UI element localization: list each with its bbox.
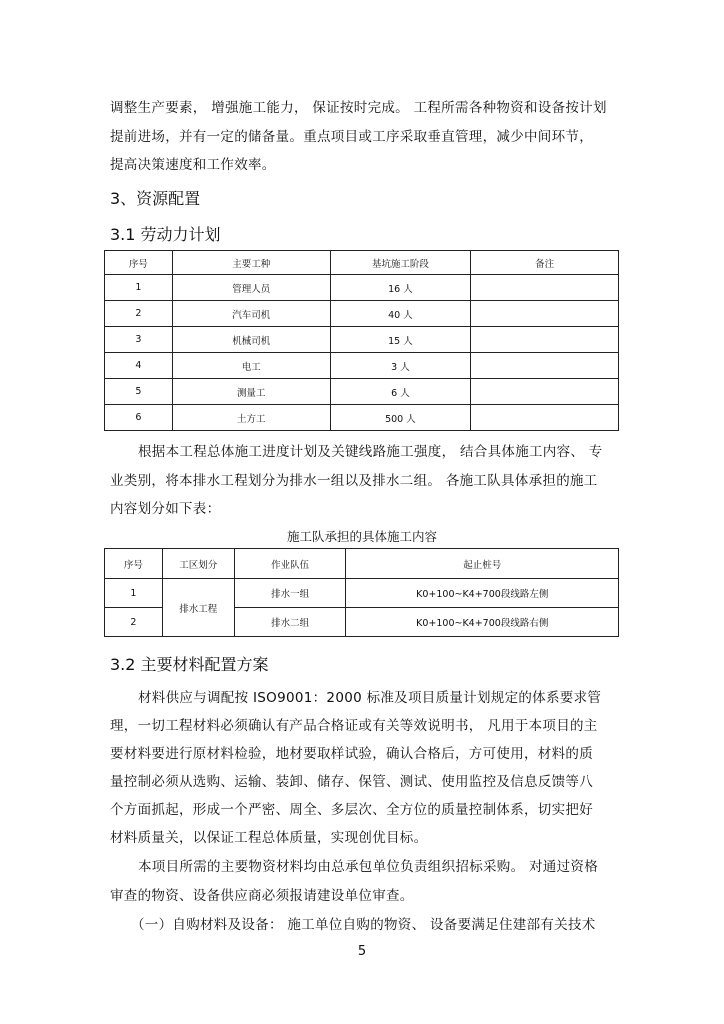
labor-count: 16 人 (330, 275, 471, 301)
labor-no: 3 (105, 327, 173, 353)
labor-note (471, 379, 619, 405)
team-table-header (105, 549, 619, 579)
team-range: K0+100~K4+700段线路左侧 (346, 579, 619, 608)
labor-count: 15 人 (330, 327, 471, 353)
table-row (105, 275, 619, 301)
labor-plan-table (104, 250, 619, 431)
team-name: 排水二组 (234, 608, 346, 637)
table-row (105, 353, 619, 379)
labor-type: 电工 (172, 353, 330, 379)
labor-count: 6 人 (330, 379, 471, 405)
labor-no: 2 (105, 301, 173, 327)
para3-line-2: 理，一切工程材料必须确认有产品合格证或有关等效说明书， 凡用于本项目的主 (110, 718, 598, 734)
para3-line-3: 要材料要进行原材料检验，地材要取样试验，确认合格后，方可使用，材料的质 (110, 746, 593, 762)
labor-no: 5 (105, 379, 173, 405)
para3-line-5: 个方面抓起，形成一个严密、周全、多层次、全方位的质量控制体系，切实把好 (110, 802, 593, 818)
para5-line-1: （一）自购材料及设备： 施工单位自购的物资、 设备要满足住建部有关技术 (131, 917, 596, 933)
para4-line-1: 本项目所需的主要物资材料均由总承包单位负责组织招标采购。 对通过资格 (138, 859, 598, 875)
labor-note (471, 405, 619, 431)
para4-line-2: 审查的物资、设备供应商必须报请建设单位审查。 (110, 888, 414, 904)
labor-note (471, 275, 619, 301)
labor-header-no: 序号 (105, 251, 173, 275)
team-header-range: 起止桩号 (346, 549, 619, 579)
para2-line-2: 业类别，将本排水工程划分为排水一组以及排水二组。 各施工队具体承担的施工 (110, 473, 598, 489)
table-row (105, 379, 619, 405)
para3-line-4: 量控制必须从选购、运输、装卸、储存、保管、测试、使用监控及信息反馈等八 (110, 774, 593, 790)
labor-note (471, 301, 619, 327)
para2-line-1: 根据本工程总体施工进度计划及关键线路施工强度， 结合具体施工内容、 专 (138, 444, 603, 460)
labor-header-type: 主要工种 (172, 251, 330, 275)
labor-header-stage: 基坑施工阶段 (330, 251, 471, 275)
labor-type: 测量工 (172, 379, 330, 405)
labor-no: 1 (105, 275, 173, 301)
section-3-2-heading: 3.2 主要材料配置方案 (110, 655, 269, 674)
labor-no: 4 (105, 353, 173, 379)
table-row (105, 579, 619, 608)
labor-type: 土方工 (172, 405, 330, 431)
team-table-caption: 施工队承担的具体施工内容 (286, 529, 437, 544)
labor-count: 40 人 (330, 301, 471, 327)
team-range: K0+100~K4+700段线路右侧 (346, 608, 619, 637)
team-header-team: 作业队伍 (234, 549, 346, 579)
labor-header-note: 备注 (471, 251, 619, 275)
labor-note (471, 327, 619, 353)
para3-line-6: 材料质量关，以保证工程总体质量，实现创优目标。 (110, 830, 428, 846)
labor-table-header (105, 251, 619, 275)
section-3-1-heading: 3.1 劳动力计划 (110, 225, 221, 244)
labor-note (471, 353, 619, 379)
team-no: 1 (105, 579, 163, 608)
labor-type: 管理人员 (172, 275, 330, 301)
intro-line-3: 提高决策速度和工作效率。 (110, 157, 276, 173)
intro-line-1: 调整生产要素， 增强施工能力， 保证按时完成。 工程所需各种物资和设备按计划 (110, 100, 607, 116)
para3-line-1: 材料供应与调配按 ISO9001：2000 标准及项目质量计划规定的体系要求管 (138, 690, 602, 706)
labor-count: 3 人 (330, 353, 471, 379)
labor-no: 6 (105, 405, 173, 431)
section-3-heading: 3、资源配置 (110, 189, 201, 208)
labor-type: 机械司机 (172, 327, 330, 353)
team-area: 排水工程 (162, 579, 234, 637)
labor-type: 汽车司机 (172, 301, 330, 327)
table-row (105, 301, 619, 327)
team-header-no: 序号 (105, 549, 163, 579)
team-name: 排水一组 (234, 579, 346, 608)
page-number: 5 (357, 944, 367, 959)
labor-count: 500 人 (330, 405, 471, 431)
team-header-area: 工区划分 (162, 549, 234, 579)
team-no: 2 (105, 608, 163, 637)
para2-line-3: 内容划分如下表： (110, 501, 221, 517)
intro-line-2: 提前进场，并有一定的储备量。重点项目或工序采取垂直管理，减少中间环节， (110, 129, 593, 145)
team-assignment-table (104, 548, 619, 637)
table-row (105, 405, 619, 431)
table-row (105, 327, 619, 353)
